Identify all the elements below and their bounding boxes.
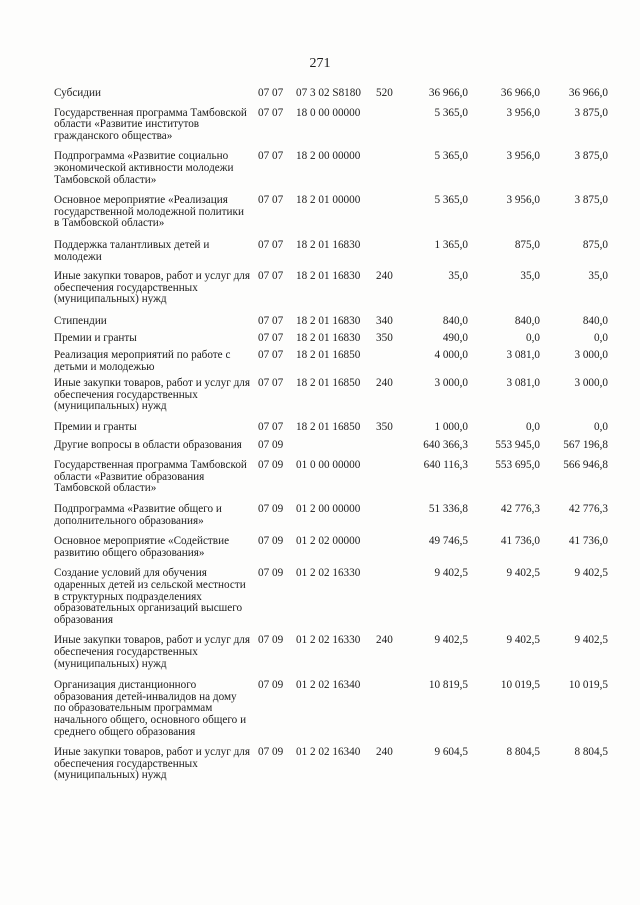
table-row xyxy=(54,422,614,434)
amount-year-2: 8 804,5 xyxy=(506,746,540,759)
target-article-code: 01 2 00 00000 xyxy=(296,503,361,516)
section-code: 07 07 xyxy=(258,331,284,344)
target-article-code: 18 2 00 00000 xyxy=(296,150,361,163)
target-article-code: 01 2 02 16340 xyxy=(296,746,361,759)
section-code: 07 09 xyxy=(258,535,284,548)
amount-year-2: 10 019,5 xyxy=(500,679,540,692)
item-name: Подпрограмма «Развитие общего и дополнительного образования» xyxy=(54,503,222,527)
target-article-code: 18 2 01 16830 xyxy=(296,270,361,283)
amount-year-3: 3 875,0 xyxy=(574,194,608,207)
amount-year-1: 51 336,8 xyxy=(428,503,468,516)
expense-type-code: 350 xyxy=(376,331,393,344)
expense-type-code: 240 xyxy=(376,270,393,283)
table-row xyxy=(54,440,614,452)
target-article-code: 18 2 01 16850 xyxy=(296,421,361,434)
amount-year-3: 41 736,0 xyxy=(568,535,608,548)
amount-year-3: 567 196,8 xyxy=(563,438,608,451)
table-row xyxy=(54,108,614,143)
amount-year-3: 566 946,8 xyxy=(563,459,608,472)
table-row xyxy=(54,378,614,413)
amount-year-1: 5 365,0 xyxy=(434,106,468,119)
amount-year-1: 36 966,0 xyxy=(428,87,468,99)
amount-year-2: 553 945,0 xyxy=(495,438,540,451)
amount-year-1: 640 116,3 xyxy=(423,459,468,472)
item-name: Государственная программа Тамбовской области «Развитие образования Тамбовской области» xyxy=(54,459,247,495)
item-name: Другие вопросы в области образования xyxy=(54,438,242,451)
target-article-code: 01 0 00 00000 xyxy=(296,459,361,472)
amount-year-2: 42 776,3 xyxy=(500,503,540,516)
target-article-code: 18 2 01 16830 xyxy=(296,314,361,327)
amount-year-3: 9 402,5 xyxy=(574,567,608,580)
target-article-code: 01 2 02 16330 xyxy=(296,567,361,580)
amount-year-3: 0,0 xyxy=(594,421,608,434)
table-row xyxy=(54,680,614,738)
item-name: Основное мероприятие «Реализация государственной молодежной политики в Тамбовской области» xyxy=(54,194,244,230)
table-row xyxy=(54,271,614,306)
amount-year-2: 9 402,5 xyxy=(506,634,540,647)
section-code: 07 09 xyxy=(258,438,284,451)
table-row xyxy=(54,635,614,670)
section-code: 07 07 xyxy=(258,238,284,251)
section-code: 07 09 xyxy=(258,634,284,647)
amount-year-2: 3 956,0 xyxy=(506,150,540,163)
target-article-code: 18 2 01 16850 xyxy=(296,377,361,390)
section-code: 07 07 xyxy=(258,106,284,119)
item-name: Создание условий для обучения одаренных детей из сельской местности в структурных подразделениях образовательных организаций высшего образования xyxy=(54,567,246,626)
amount-year-3: 3 875,0 xyxy=(574,106,608,119)
item-name: Иные закупки товаров, работ и услуг для обеспечения государственных (муниципальных) нужд xyxy=(54,377,251,413)
amount-year-2: 3 081,0 xyxy=(506,377,540,390)
budget-table xyxy=(54,88,614,782)
table-row xyxy=(54,333,614,345)
table-row xyxy=(54,151,614,186)
item-name: Иные закупки товаров, работ и услуг для обеспечения государственных (муниципальных) нужд xyxy=(54,270,251,306)
expense-type-code: 520 xyxy=(376,87,393,99)
amount-year-1: 5 365,0 xyxy=(434,150,468,163)
amount-year-3: 0,0 xyxy=(594,331,608,344)
target-article-code: 18 2 01 16830 xyxy=(296,331,361,344)
amount-year-1: 4 000,0 xyxy=(434,349,468,362)
target-article-code: 01 2 02 00000 xyxy=(296,535,361,548)
target-article-code: 01 2 02 16340 xyxy=(296,679,361,692)
amount-year-3: 35,0 xyxy=(588,270,608,283)
table-row xyxy=(54,747,614,782)
table-row xyxy=(54,240,614,263)
amount-year-1: 9 604,5 xyxy=(434,746,468,759)
section-code: 07 07 xyxy=(258,314,284,327)
item-name: Государственная программа Тамбовской области «Развитие институтов гражданского общества» xyxy=(54,106,247,142)
item-name: Стипендии xyxy=(54,314,107,327)
amount-year-3: 3 875,0 xyxy=(574,150,608,163)
section-code: 07 07 xyxy=(258,194,284,207)
expense-type-code: 240 xyxy=(376,634,393,647)
item-name: Подпрограмма «Развитие социально экономической активности молодежи Тамбовской области» xyxy=(54,150,234,186)
amount-year-1: 840,0 xyxy=(442,314,468,327)
item-name: Премии и гранты xyxy=(54,421,137,434)
section-code: 07 09 xyxy=(258,459,284,472)
expense-type-code: 350 xyxy=(376,421,393,434)
amount-year-1: 1 000,0 xyxy=(434,421,468,434)
section-code: 07 07 xyxy=(258,270,284,283)
expense-type-code: 240 xyxy=(376,746,393,759)
amount-year-3: 840,0 xyxy=(582,314,608,327)
target-article-code: 01 2 02 16330 xyxy=(296,634,361,647)
target-article-code: 18 0 00 00000 xyxy=(296,106,361,119)
table-row xyxy=(54,568,614,626)
table-row xyxy=(54,536,614,559)
target-article-code: 07 3 02 S8180 xyxy=(296,87,361,99)
item-name: Премии и гранты xyxy=(54,331,137,344)
amount-year-1: 9 402,5 xyxy=(434,567,468,580)
expense-type-code: 240 xyxy=(376,377,393,390)
amount-year-1: 3 000,0 xyxy=(434,377,468,390)
amount-year-3: 9 402,5 xyxy=(574,634,608,647)
item-name: Реализация мероприятий по работе с детьми и молодежью xyxy=(54,349,231,373)
amount-year-2: 553 695,0 xyxy=(495,459,540,472)
amount-year-2: 9 402,5 xyxy=(506,567,540,580)
item-name: Основное мероприятие «Содействие развитию общего образования» xyxy=(54,535,230,559)
table-row xyxy=(54,195,614,230)
amount-year-1: 5 365,0 xyxy=(434,194,468,207)
amount-year-3: 3 000,0 xyxy=(574,377,608,390)
amount-year-3: 875,0 xyxy=(582,238,608,251)
section-code: 07 07 xyxy=(258,87,284,99)
amount-year-2: 875,0 xyxy=(514,238,540,251)
target-article-code: 18 2 01 16850 xyxy=(296,349,361,362)
amount-year-2: 41 736,0 xyxy=(500,535,540,548)
amount-year-3: 8 804,5 xyxy=(574,746,608,759)
target-article-code: 18 2 01 16830 xyxy=(296,238,361,251)
section-code: 07 07 xyxy=(258,150,284,163)
table-row xyxy=(54,350,614,373)
table-row xyxy=(54,504,614,527)
page-number: 271 xyxy=(309,56,331,71)
section-code: 07 07 xyxy=(258,349,284,362)
amount-year-2: 3 956,0 xyxy=(506,106,540,119)
item-name: Поддержка талантливых детей и молодежи xyxy=(54,238,210,263)
section-code: 07 09 xyxy=(258,567,284,580)
amount-year-3: 36 966,0 xyxy=(568,87,608,99)
table-row xyxy=(54,88,614,100)
amount-year-2: 3 081,0 xyxy=(506,349,540,362)
table-row xyxy=(54,316,614,328)
item-name: Субсидии xyxy=(54,87,101,99)
amount-year-2: 36 966,0 xyxy=(500,87,540,99)
amount-year-1: 9 402,5 xyxy=(434,634,468,647)
amount-year-3: 10 019,5 xyxy=(568,679,608,692)
amount-year-2: 35,0 xyxy=(520,270,540,283)
section-code: 07 07 xyxy=(258,377,284,390)
section-code: 07 07 xyxy=(258,421,284,434)
section-code: 07 09 xyxy=(258,503,284,516)
amount-year-1: 1 365,0 xyxy=(434,238,468,251)
item-name: Организация дистанционного образования детей-инвалидов на дому по образовательным программам начального общего, основного общего и среднего общего образования xyxy=(54,679,247,738)
amount-year-1: 49 746,5 xyxy=(428,535,468,548)
amount-year-1: 10 819,5 xyxy=(428,679,468,692)
item-name: Иные закупки товаров, работ и услуг для обеспечения государственных (муниципальных) нужд xyxy=(54,746,251,782)
amount-year-1: 640 366,3 xyxy=(423,438,468,451)
amount-year-2: 3 956,0 xyxy=(506,194,540,207)
expense-type-code: 340 xyxy=(376,314,393,327)
amount-year-1: 35,0 xyxy=(448,270,468,283)
table-row xyxy=(54,460,614,495)
item-name: Иные закупки товаров, работ и услуг для обеспечения государственных (муниципальных) нужд xyxy=(54,634,251,670)
amount-year-2: 0,0 xyxy=(526,331,540,344)
amount-year-3: 42 776,3 xyxy=(568,503,608,516)
target-article-code: 18 2 01 00000 xyxy=(296,194,361,207)
amount-year-3: 3 000,0 xyxy=(574,349,608,362)
amount-year-1: 490,0 xyxy=(442,331,468,344)
section-code: 07 09 xyxy=(258,679,284,692)
section-code: 07 09 xyxy=(258,746,284,759)
amount-year-2: 840,0 xyxy=(514,314,540,327)
amount-year-2: 0,0 xyxy=(526,421,540,434)
